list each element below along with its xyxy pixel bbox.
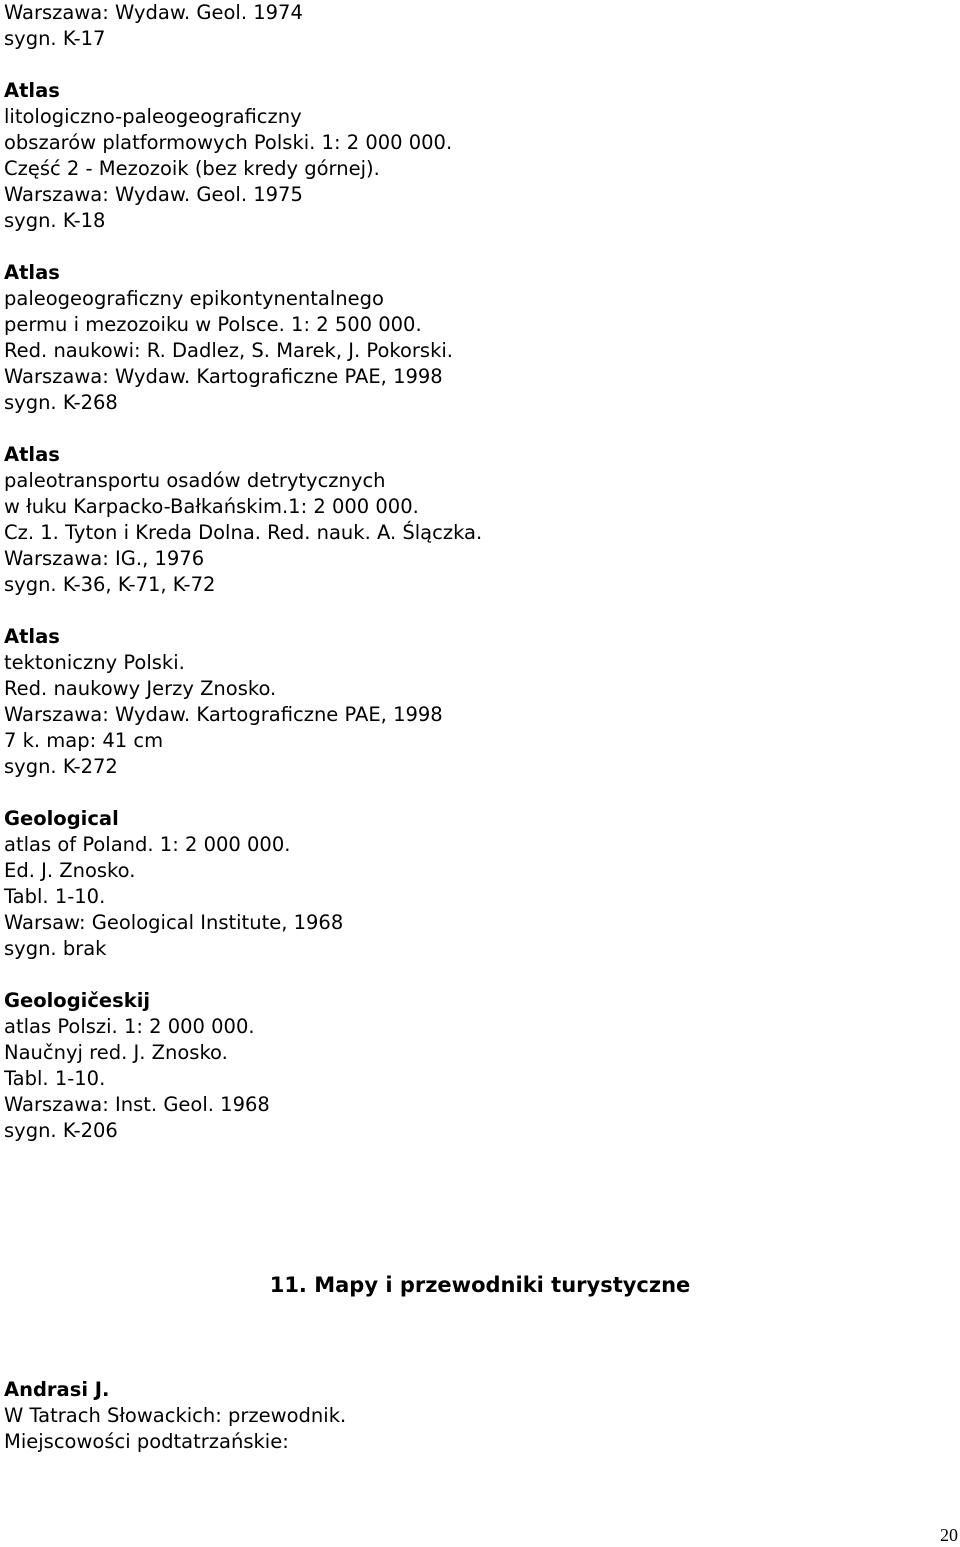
entry-line: Cz. 1. Tyton i Kreda Dolna. Red. nauk. A. Ślączka.	[4, 521, 483, 544]
entry-line: w łuku Karpacko-Bałkańskim.1: 2 000 000.	[4, 495, 419, 518]
entry-spacer	[4, 234, 944, 260]
previous-entry-tail	[4, 0, 944, 52]
entry-spacer	[4, 598, 944, 624]
section-heading: 11. Mapy i przewodniki turystyczne	[269, 1273, 691, 1297]
entry-line: Część 2 - Mezozoik (bez kredy górnej).	[4, 157, 380, 180]
entry-line: Warszawa: Inst. Geol. 1968	[4, 1093, 270, 1116]
entry-line: Ed. J. Znosko.	[4, 859, 136, 882]
bibliography-list	[4, 0, 944, 1144]
entry-line: Miejscowości podtatrzańskie:	[4, 1430, 289, 1453]
bibliography-entry-next	[4, 1377, 346, 1455]
entry-line: Naučnyj red. J. Znosko.	[4, 1041, 228, 1064]
bibliography-entry-3	[4, 442, 944, 598]
entry-line: Red. naukowi: R. Dadlez, S. Marek, J. Pokorski.	[4, 339, 453, 362]
entry-signature: sygn. K-206	[4, 1119, 118, 1142]
bibliography-entry-4	[4, 624, 944, 780]
entry-title: Andrasi J.	[4, 1378, 110, 1401]
entry-title: Atlas	[4, 443, 60, 466]
entry-line: atlas Polszi. 1: 2 000 000.	[4, 1015, 255, 1038]
entry-line: tektoniczny Polski.	[4, 651, 185, 674]
bibliography-entry-1	[4, 78, 944, 234]
entry-title: Atlas	[4, 79, 60, 102]
bibliography-entry-2	[4, 260, 944, 416]
entry-line: obszarów platformowych Polski. 1: 2 000 000.	[4, 131, 453, 154]
entry-line: Tabl. 1-10.	[4, 885, 106, 908]
entry-line: atlas of Poland. 1: 2 000 000.	[4, 833, 291, 856]
entry-signature: sygn. K-17	[4, 27, 106, 50]
entry-line: W Tatrach Słowackich: przewodnik.	[4, 1404, 347, 1427]
entry-line: Warszawa: Wydaw. Kartograficzne PAE, 1998	[4, 365, 443, 388]
entry-line: litologiczno-paleogeograficzny	[4, 105, 302, 128]
entry-signature: sygn. K-268	[4, 391, 118, 414]
entry-spacer	[4, 52, 944, 78]
entry-line: Red. naukowy Jerzy Znosko.	[4, 677, 277, 700]
entry-title: Geological	[4, 807, 119, 830]
page-number: 20	[940, 1525, 958, 1545]
entry-title: Atlas	[4, 625, 60, 648]
entry-line: Warszawa: Wydaw. Kartograficzne PAE, 1998	[4, 703, 443, 726]
entry-title: Geologičeskij	[4, 989, 151, 1012]
bibliography-entry-5	[4, 806, 944, 962]
entry-line: Warsaw: Geological Institute, 1968	[4, 911, 344, 934]
entry-line: permu i mezozoiku w Polsce. 1: 2 500 000.	[4, 313, 422, 336]
entry-signature: sygn. K-272	[4, 755, 118, 778]
entry-line: paleotransportu osadów detrytycznych	[4, 469, 386, 492]
entry-line: Warszawa: IG., 1976	[4, 547, 205, 570]
entry-signature: sygn. K-36, K-71, K-72	[4, 573, 216, 596]
entry-spacer	[4, 962, 944, 988]
entry-spacer	[4, 780, 944, 806]
entry-line: paleogeograficzny epikontynentalnego	[4, 287, 384, 310]
entry-line: Warszawa: Wydaw. Geol. 1974	[4, 1, 303, 24]
entry-signature: sygn. K-18	[4, 209, 106, 232]
bibliography-entry-6	[4, 988, 944, 1144]
entry-line: Warszawa: Wydaw. Geol. 1975	[4, 183, 303, 206]
entry-signature: sygn. brak	[4, 937, 107, 960]
entry-line: 7 k. map: 41 cm	[4, 729, 164, 752]
entry-spacer	[4, 416, 944, 442]
entry-title: Atlas	[4, 261, 60, 284]
entry-line: Tabl. 1-10.	[4, 1067, 106, 1090]
